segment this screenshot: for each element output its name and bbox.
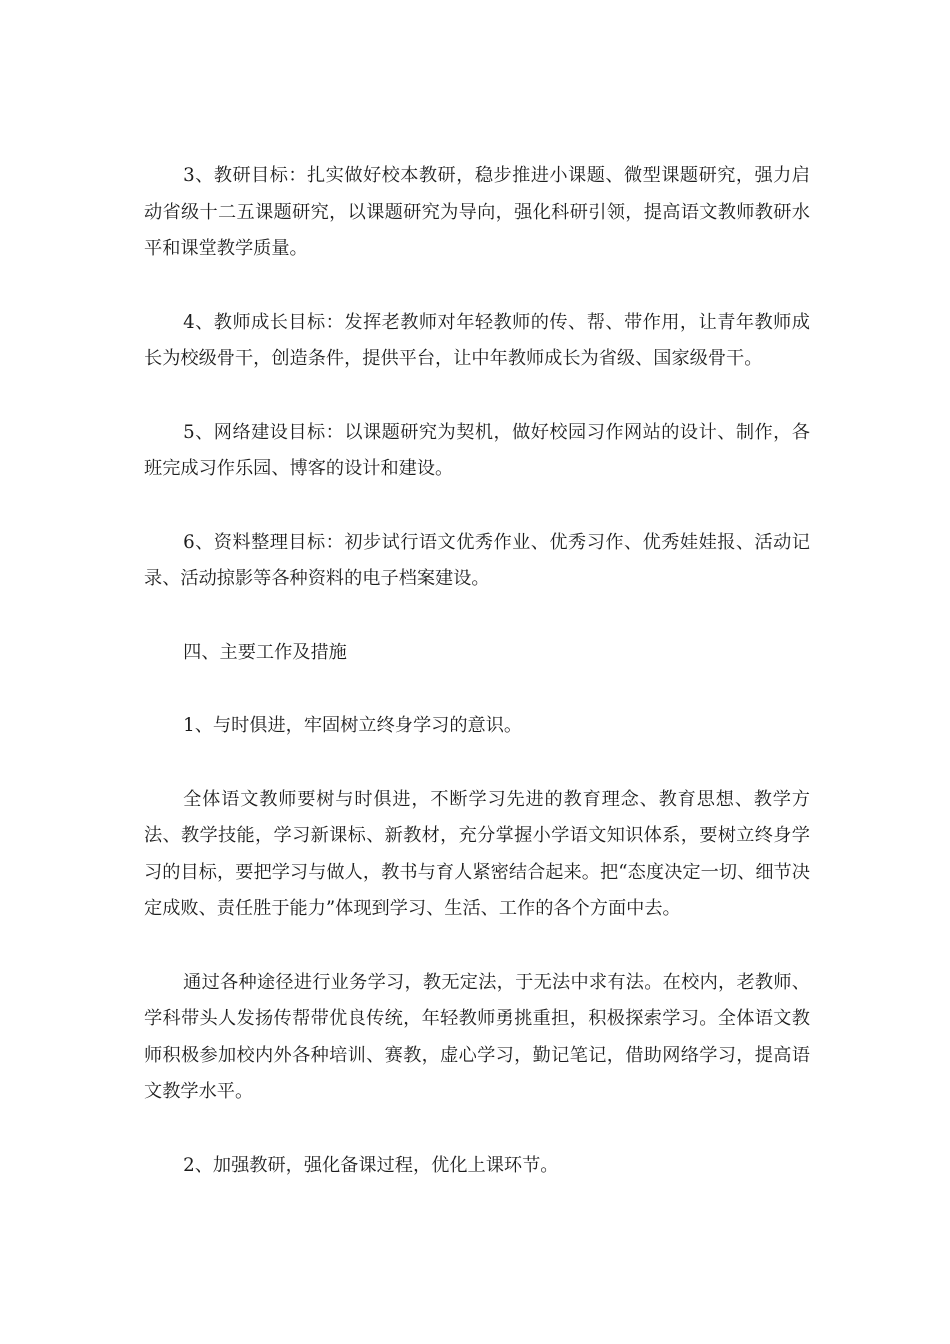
paragraph-research-goal: 3、教研目标：扎实做好校本教研，稳步推进小课题、微型课题研究，强力启动省级十二五课题研究，以课题研究为导向，强化科研引领，提高语文教师教研水平和课堂教学质量。	[144, 165, 810, 259]
paragraph-teacher-growth-goal: 4、教师成长目标：发挥老教师对年轻教师的传、帮、带作用，让青年教师成长为校级骨干，创造条件，提供平台，让中年教师成长为省级、国家级骨干。	[144, 311, 810, 369]
subheading-strengthen-research: 2、加强教研，强化备课过程，优化上课环节。	[183, 1154, 559, 1176]
subheading-lifelong-learning: 1、与时俱进，牢固树立终身学习的意识。	[183, 715, 523, 736]
paragraph-network-goal: 5、网络建设目标：以课题研究为契机，做好校园习作网站的设计、制作，各班完成习作乐园、博客的设计和建设。	[144, 421, 810, 479]
section-heading-main-work: 四、主要工作及措施	[183, 641, 347, 663]
paragraph-lifelong-learning: 全体语文教师要树与时俱进，不断学习先进的教育理念、教育思想、教学方法、教学技能，学习新课标、新教材，充分掌握小学语文知识体系，要树立终身学习的目标，要把学习与做人，教书与育人紧密结合起来。把“态度决定一切、细节决定成败、责任胜于能力”体现到学习、生活、工作的各个方面中去。	[144, 788, 810, 919]
document-body	[144, 158, 810, 1221]
paragraph-archive-goal: 6、资料整理目标：初步试行语文优秀作业、优秀习作、优秀娃娃报、活动记录、活动掠影等各种资料的电子档案建设。	[144, 531, 810, 589]
paragraph-professional-study: 通过各种途径进行业务学习，教无定法，于无法中求有法。在校内，老教师、学科带头人发扬传帮带优良传统，年轻教师勇挑重担，积极探索学习。全体语文教师积极参加校内外各种培训、赛教，虚心学习，勤记笔记，借助网络学习，提高语文教学水平。	[144, 971, 810, 1102]
